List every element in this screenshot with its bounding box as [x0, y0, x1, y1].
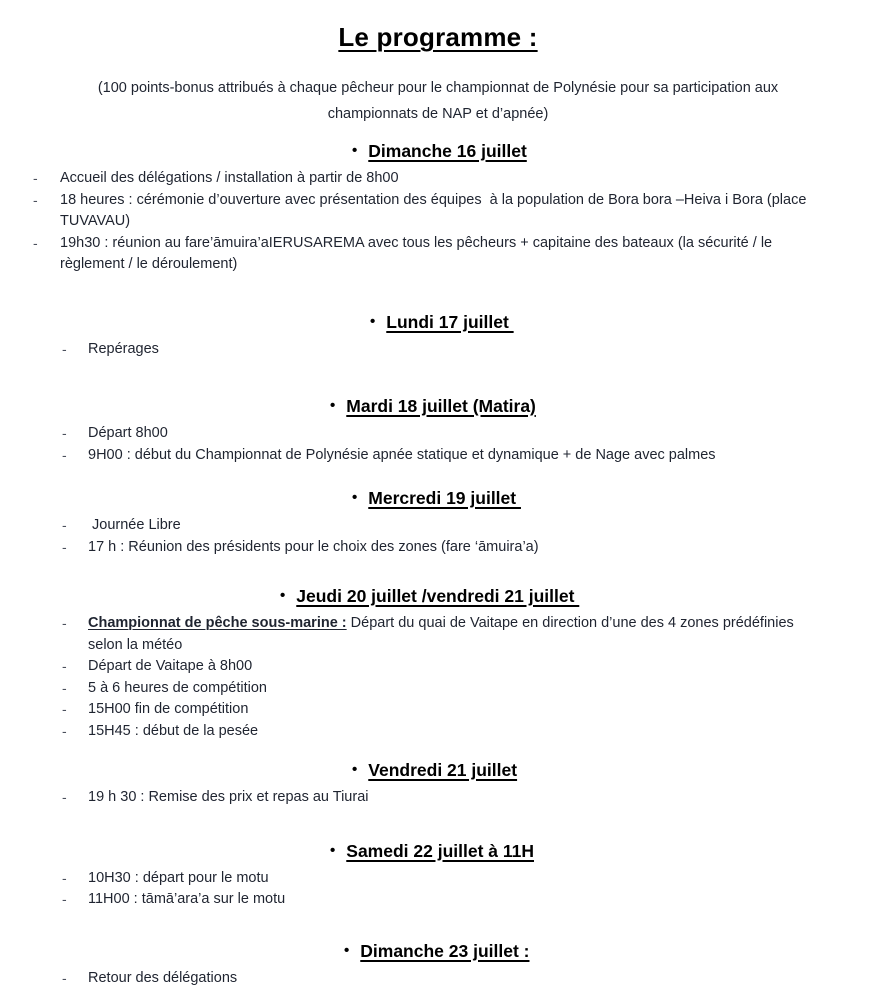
- section-heading: [0, 396, 826, 417]
- section-heading-label: Dimanche 16 juillet: [368, 141, 527, 162]
- dash-bullet-icon: -: [62, 699, 88, 721]
- list-item: [0, 515, 826, 537]
- program-section: [0, 586, 826, 742]
- list-item-text: [88, 613, 826, 656]
- list-item: [0, 190, 826, 233]
- dash-bullet-icon: -: [62, 889, 88, 911]
- dash-bullet-icon: -: [62, 423, 88, 445]
- list-item-text: Retour des délégations: [88, 968, 826, 989]
- dash-bullet-icon: -: [62, 339, 88, 361]
- section-heading: [0, 141, 826, 162]
- list-item: [0, 656, 826, 678]
- dash-bullet-icon: -: [33, 233, 60, 255]
- list-item-lead: Championnat de pêche sous-marine :: [88, 615, 347, 631]
- section-item-list: [0, 515, 826, 558]
- bullet-icon: •: [352, 762, 357, 777]
- dash-bullet-icon: -: [62, 678, 88, 700]
- page-title: [0, 0, 876, 53]
- list-item: [0, 889, 826, 911]
- section-item-list: [0, 868, 826, 911]
- list-item: [0, 339, 826, 361]
- bullet-icon: •: [352, 143, 357, 158]
- bullet-icon: •: [330, 398, 335, 413]
- section-heading: [0, 760, 826, 781]
- section-heading-label: Jeudi 20 juillet /vendredi 21 juillet: [296, 586, 579, 607]
- dash-bullet-icon: -: [62, 613, 88, 635]
- list-item-text: Journée Libre: [88, 515, 826, 537]
- section-heading-label: Dimanche 23 juillet :: [360, 941, 529, 962]
- list-item-text: 19 h 30 : Remise des prix et repas au Tiurai: [88, 787, 826, 809]
- section-item-list: [0, 339, 826, 361]
- section-heading-label: Lundi 17 juillet: [386, 312, 513, 333]
- list-item: [0, 168, 826, 190]
- section-heading: [0, 586, 826, 607]
- dash-bullet-icon: -: [33, 190, 60, 212]
- dash-bullet-icon: -: [62, 515, 88, 537]
- list-item: [0, 233, 826, 276]
- dash-bullet-icon: -: [62, 721, 88, 743]
- section-item-list: [0, 168, 826, 276]
- section-heading: [0, 312, 826, 333]
- section-heading-label: Vendredi 21 juillet: [368, 760, 517, 781]
- list-item-text: 15H45 : début de la pesée: [88, 721, 826, 743]
- list-item: [0, 678, 826, 700]
- list-item-text: Départ 8h00: [88, 423, 826, 445]
- dash-bullet-icon: -: [33, 168, 60, 190]
- bullet-icon: •: [344, 943, 349, 958]
- section-heading: [0, 488, 826, 509]
- section-item-list: [0, 613, 826, 742]
- program-sections: [0, 141, 876, 989]
- dash-bullet-icon: -: [62, 868, 88, 890]
- bullet-icon: •: [330, 843, 335, 858]
- list-item: [0, 787, 826, 809]
- list-item-text: Repérages: [88, 339, 826, 361]
- program-section: [0, 396, 826, 466]
- program-section: [0, 141, 826, 276]
- list-item-text: Accueil des délégations / installation à partir de 8h00: [60, 168, 826, 190]
- dash-bullet-icon: -: [62, 968, 88, 989]
- bullet-icon: •: [370, 314, 375, 329]
- list-item: [0, 613, 826, 656]
- bullet-icon: •: [280, 588, 285, 603]
- list-item-text: 19h30 : réunion au fare’āmuira’aIERUSAREMA avec tous les pêcheurs + capitaine des bateaux (la sécurité / le règlement / le déroulement): [60, 233, 826, 276]
- list-item: [0, 721, 826, 743]
- list-item: [0, 699, 826, 721]
- list-item-text: 15H00 fin de compétition: [88, 699, 826, 721]
- subtitle-paragraph: (100 points-bonus attribués à chaque pêcheur pour le championnat de Polynésie pour sa participation aux championnats de NAP et d’apnée): [0, 53, 876, 127]
- section-heading-label: Samedi 22 juillet à 11H: [346, 841, 534, 862]
- list-item-text: 11H00 : tāmā’ara’a sur le motu: [88, 889, 826, 911]
- list-item: [0, 868, 826, 890]
- section-heading-label: Mardi 18 juillet (Matira): [346, 396, 536, 417]
- program-section: [0, 312, 826, 361]
- list-item-text: 5 à 6 heures de compétition: [88, 678, 826, 700]
- list-item: [0, 423, 826, 445]
- section-heading: [0, 941, 826, 962]
- bullet-icon: •: [352, 490, 357, 505]
- list-item-body: Départ du quai de Vaitape en direction d’une des 4 zones prédéfinies selon la météo: [88, 615, 798, 653]
- list-item: [0, 445, 826, 467]
- dash-bullet-icon: -: [62, 445, 88, 467]
- section-item-list: [0, 787, 826, 809]
- dash-bullet-icon: -: [62, 787, 88, 809]
- dash-bullet-icon: -: [62, 656, 88, 678]
- dash-bullet-icon: -: [62, 537, 88, 559]
- list-item-text: Départ de Vaitape à 8h00: [88, 656, 826, 678]
- section-heading: [0, 841, 826, 862]
- list-item-text: 9H00 : début du Championnat de Polynésie apnée statique et dynamique + de Nage avec palmes: [88, 445, 826, 467]
- program-section: [0, 488, 826, 558]
- program-section: [0, 941, 826, 989]
- list-item: [0, 537, 826, 559]
- section-item-list: [0, 968, 826, 989]
- section-item-list: [0, 423, 826, 466]
- list-item-text: 17 h : Réunion des présidents pour le choix des zones (fare ‘āmuira’a): [88, 537, 826, 559]
- list-item-text: 18 heures : cérémonie d’ouverture avec présentation des équipes à la population de Bora bora –Heiva i Bora (place TUVAVAU): [60, 190, 826, 233]
- page-title-text: Le programme :: [338, 22, 537, 52]
- section-heading-label: Mercredi 19 juillet: [368, 488, 521, 509]
- list-item-text: 10H30 : départ pour le motu: [88, 868, 826, 890]
- list-item: [0, 968, 826, 989]
- program-section: [0, 760, 826, 809]
- program-section: [0, 841, 826, 911]
